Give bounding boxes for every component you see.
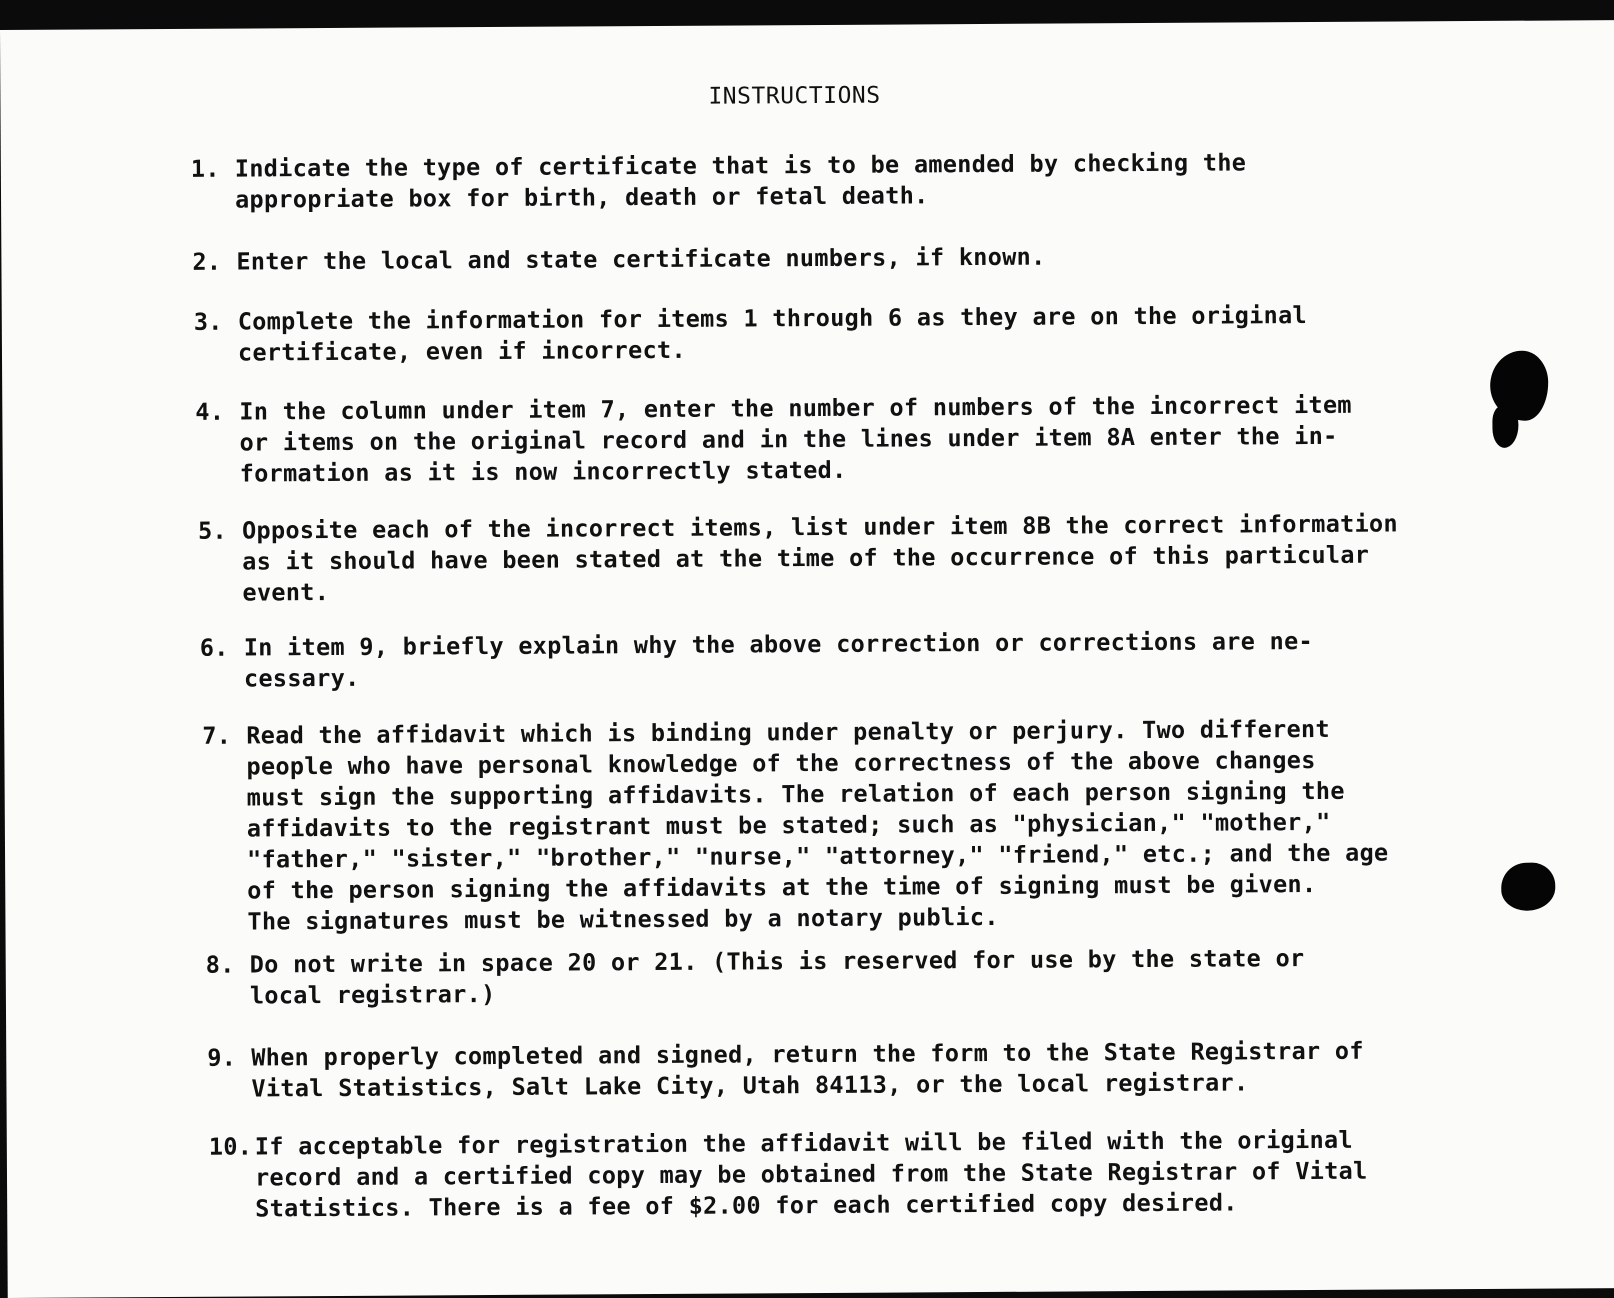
item-number: 4. bbox=[195, 397, 225, 426]
item-text: In item 9, briefly explain why the above correction or corrections are ne- cessary. bbox=[243, 626, 1314, 693]
item-number: 9. bbox=[207, 1043, 237, 1072]
item-number: 8. bbox=[205, 950, 235, 979]
item-number: 3. bbox=[193, 307, 223, 336]
item-text: Read the affidavit which is binding under penalty or perjury. Two different people who have personal knowledge of the correctness of the above changes must sign the supporting affidavits. The relation of each person signing the affidavits to the registrant must be stated; such as "physician," "mother," "father," "sister," "brother," "nurse," "attorney," "friend," etc.; and the age of the person signing the affidavits at the time of signing must be given. The signatures must be witnessed by a notary public. bbox=[246, 714, 1389, 936]
item-number: 6. bbox=[199, 633, 229, 662]
item-text: Indicate the type of certificate that is to be amended by checking the appropriate box for birth, death or fetal death. bbox=[234, 148, 1247, 214]
item-text: Do not write in space 20 or 21. (This is reserved for use by the state or local registrar.) bbox=[249, 944, 1305, 1010]
item-number: 7. bbox=[202, 721, 232, 750]
item-text: Enter the local and state certificate numbers, if known. bbox=[236, 242, 1046, 276]
document-title: INSTRUCTIONS bbox=[708, 82, 881, 110]
item-number: 10. bbox=[208, 1132, 253, 1161]
item-text: Opposite each of the incorrect items, list under item 8B the correct information as it should have been stated at the time of the occurrence of this particular event. bbox=[241, 509, 1398, 607]
item-text: Complete the information for items 1 through 6 as they are on the original certificate, even if incorrect. bbox=[237, 301, 1308, 367]
item-number: 1. bbox=[190, 154, 220, 183]
item-text: When properly completed and signed, return the form to the State Registrar of Vital Statistics, Salt Lake City, Utah 84113, or the local registrar. bbox=[251, 1036, 1364, 1103]
item-number: 2. bbox=[192, 247, 222, 276]
ink-blot-mark bbox=[1492, 406, 1518, 448]
ink-blot-mark bbox=[1501, 863, 1555, 911]
item-number: 5. bbox=[197, 516, 228, 545]
item-text: In the column under item 7, enter the number of numbers of the incorrect item or items on the original record and in the lines under item 8A enter the in- formation as it is now incorrectly stated. bbox=[239, 390, 1352, 488]
item-text: If acceptable for registration the affidavit will be filed with the original record and a certified copy may be obtained from the State Registrar of Vital Statistics. There is a fee of $2.00 for each certified copy desired. bbox=[254, 1125, 1368, 1223]
document-sheet bbox=[0, 20, 1614, 1298]
